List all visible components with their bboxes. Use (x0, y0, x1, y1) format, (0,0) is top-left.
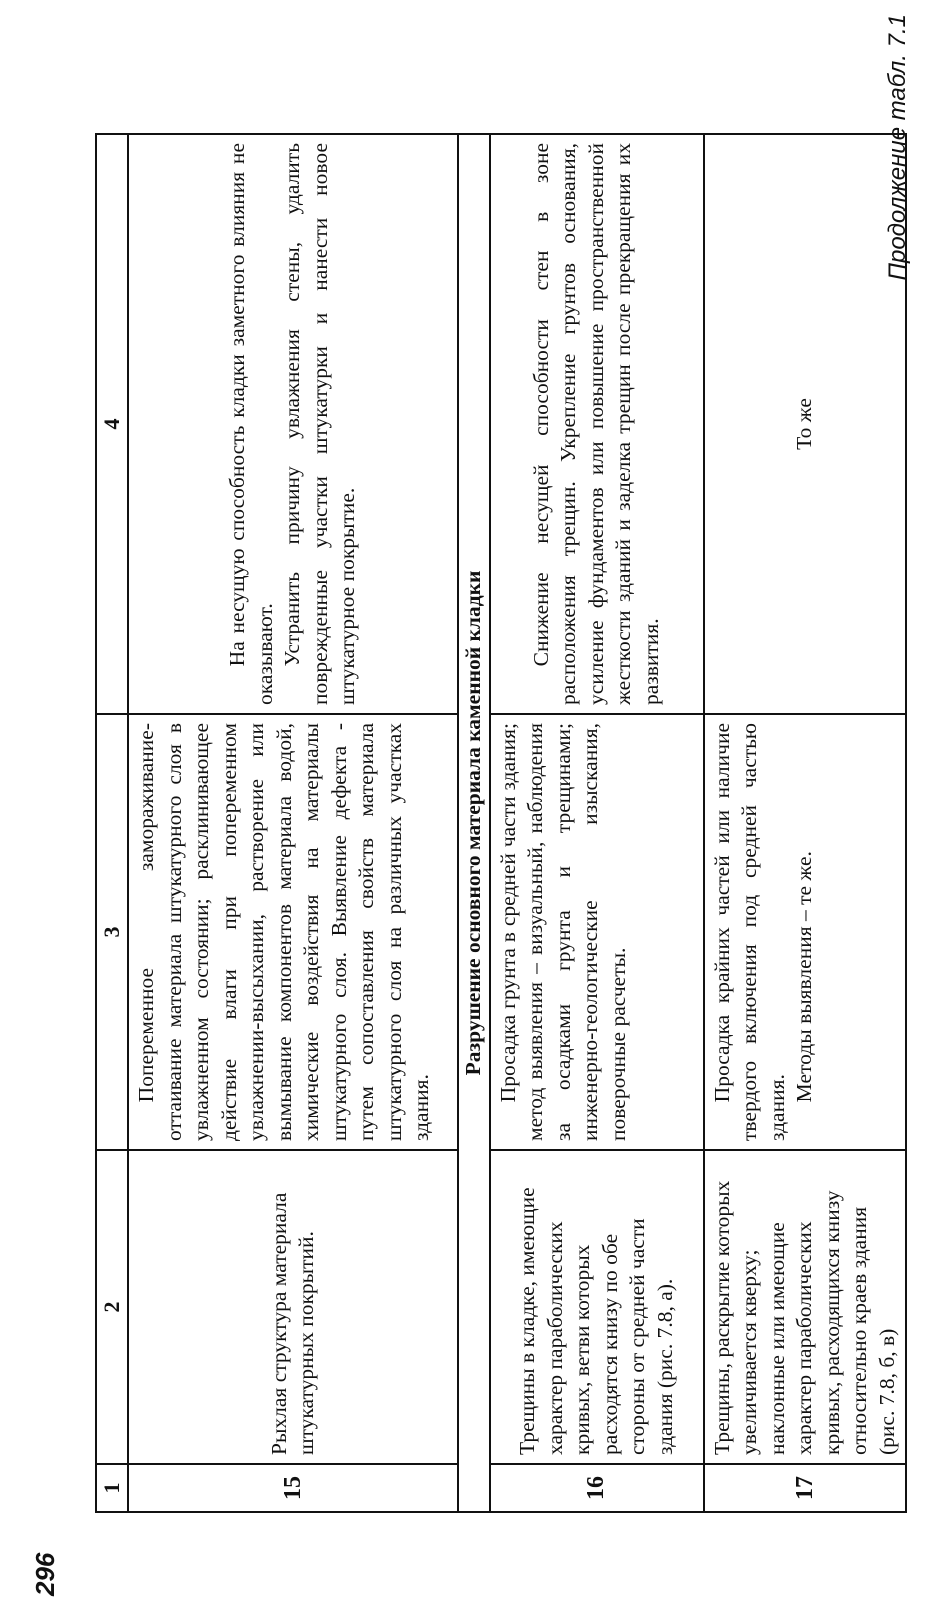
defect-cell: Трещины в кладке, имеющие характер параболических кривых, ветви которых расходятся книзу по обе стороны от средней части здания (рис. 7.8, а). (490, 1150, 704, 1464)
remedy-paragraph-2: Устранить причину увлажнения стены, удалить поврежденные участки штукатурки и нанести новое штукатурное покрытие. (280, 143, 360, 705)
defect-cell: Рыхлая структура материала штукатурных покрытий. (128, 1150, 458, 1464)
section-row (458, 134, 490, 1512)
table-row (704, 134, 907, 1512)
row-number: 17 (704, 1464, 907, 1512)
defects-table (95, 133, 907, 1513)
table-row (490, 134, 704, 1512)
cause-cell (128, 714, 458, 1150)
remedy-cell (490, 134, 704, 714)
header-cell-3: 3 (96, 714, 128, 1150)
header-cell-2: 2 (96, 1150, 128, 1464)
remedy-paragraph-1: На несущую способность кладки заметного влияния не оказывают. (225, 143, 277, 705)
row-number: 16 (490, 1464, 704, 1512)
remedy-cell: То же (704, 134, 907, 714)
cause-text: Просадка грунта в средней части здания; метод выявления – визуальный, наблюдения за осадками грунта и трещинами; инженерно-геологические изыскания, поверочные расчеты. (495, 723, 630, 1141)
table-row (128, 134, 458, 1512)
cause-paragraph-2: Методы выявления – те же. (792, 851, 817, 1103)
header-cell-4: 4 (96, 134, 128, 714)
page-number: 296 (30, 1552, 60, 1596)
defect-cell: Трещины, раскрытие которых увеличивается кверху; наклонные или имеющие характер параболических кривых, расходящихся книзу относительно краев здания (рис. 7.8, б, в) (704, 1150, 907, 1464)
continuation-title: Продолжение табл. 7.1 (884, 14, 911, 281)
header-cell-1: 1 (96, 1464, 128, 1512)
table-header-row (96, 134, 128, 1512)
row-number: 15 (128, 1464, 458, 1512)
remedy-cell (128, 134, 458, 714)
cause-cell (490, 714, 704, 1150)
cause-paragraph-1: Просадка крайних частей или наличие твердого включения под средней частью здания. (709, 723, 789, 1141)
remedy-text: Снижение несущей способности стен в зоне расположения трещин. Укрепление грунтов основания, усиление фундаментов или повышение пространственной жесткости зданий и заделка трещин после прекращения их развития. (528, 143, 663, 705)
cause-text: Попеременное замораживание-оттаивание материала штукатурного слоя в увлажненном состоянии; расклинивающее действие влаги при попеременном увлажнении-высыхании, растворение или вымывание компонентов материала водой, химические воздействия на материалы штукатурного слоя. Выявление дефекта - путем сопоставления свойств материала штукатурного слоя на различных участках здания. (134, 723, 434, 1141)
cause-cell (704, 714, 907, 1150)
section-title: Разрушение основного материала каменной кладки (458, 134, 490, 1512)
